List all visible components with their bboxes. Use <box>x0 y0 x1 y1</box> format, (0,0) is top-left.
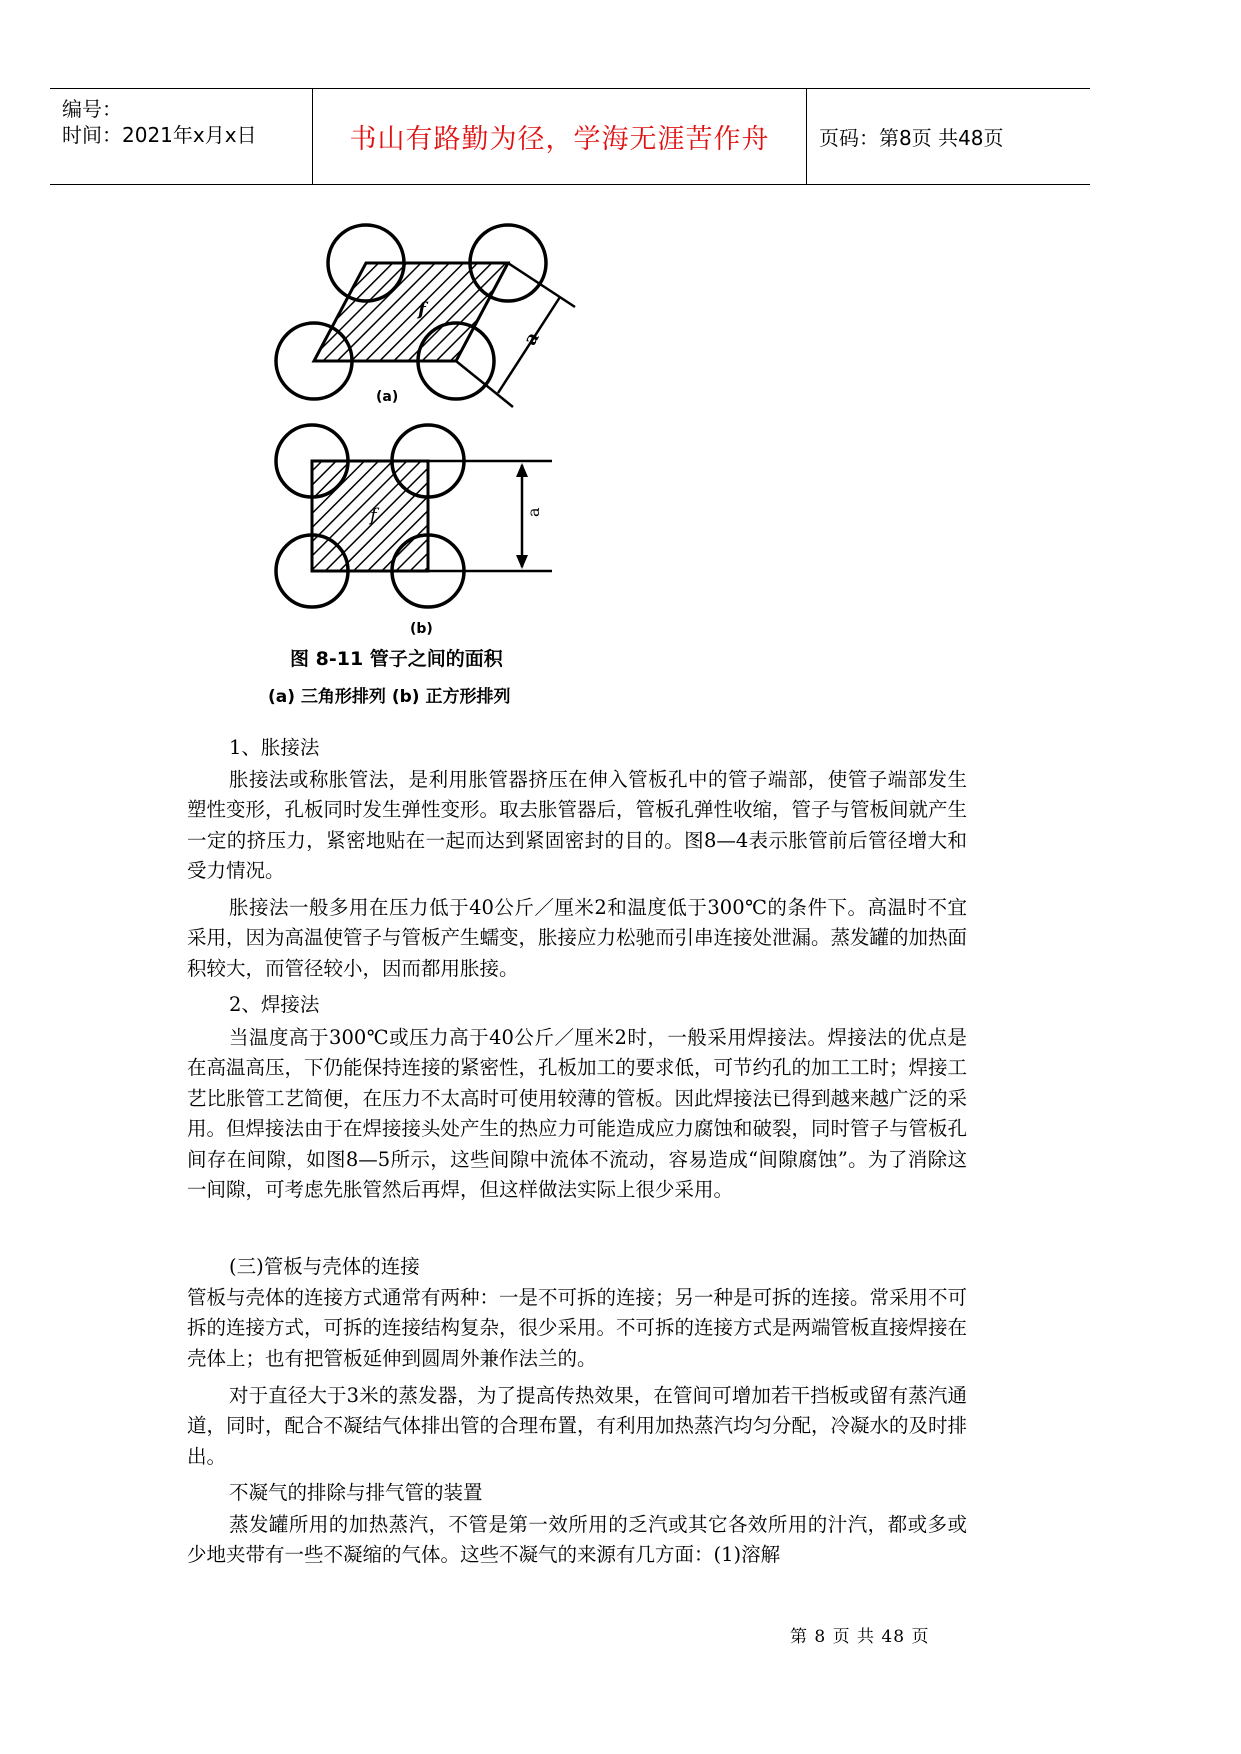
paragraph: 胀接法或称胀管法，是利用胀管器挤压在伸入管板孔中的管子端部，使管子端部发生塑性变形，孔板同时发生弹性变形。取去胀管器后，管板孔弹性收缩，管子与管板间就产生一定的挤压力，紧密地贴在一起而达到紧固密封的目的。图8—4表示胀管前后管径增大和受力情况。 <box>187 768 968 883</box>
figure-caption: 图 8-11 管子之间的面积 <box>290 648 503 670</box>
triangular-arrangement-diagram <box>276 225 575 407</box>
paragraph: 管板与壳体的连接方式通常有两种：一是不可拆的连接；另一种是可拆的连接。常采用不可拆的连接方式，可拆的连接结构复杂，很少采用。不可拆的连接方式是两端管板直接焊接在壳体上；也有把管板延伸到圆周外兼作法兰的。 <box>187 1286 968 1370</box>
section-heading-expansion: 1、胀接法 <box>229 736 320 759</box>
triangular-hatched-area <box>314 263 508 361</box>
tube-arrangement-figure <box>270 215 600 635</box>
paragraph: 蒸发罐所用的加热蒸汽，不管是第一效所用的乏汽或其它各效所用的汁汽，都或多或少地夹带有一些不凝缩的气体。这些不凝气的来源有几方面：(1)溶解 <box>187 1513 967 1567</box>
section-heading-shell-connection: (三)管板与壳体的连接 <box>229 1255 420 1278</box>
paragraph: 胀接法一般多用在压力低于40公斤／厘米2和温度低于300℃的条件下。高温时不宜采用，因为高温使管子与管板产生蠕变，胀接应力松驰而引串连接处泄漏。蒸发罐的加热面积较大，而管径较小，因而都用胀接。 <box>187 896 968 980</box>
document-number-label: 编号： <box>62 97 122 121</box>
section-heading-noncondensable-gas: 不凝气的排除与排气管的装置 <box>229 1481 483 1504</box>
header-motto: 书山有路勤为径，学海无涯苦作舟 <box>349 124 770 155</box>
header-page-cell <box>807 89 1090 184</box>
paragraph: 当温度高于300℃或压力高于40公斤／厘米2时，一般采用焊接法。焊接法的优点是在高温高压，下仍能保持连接的紧密性，孔板加工的要求低，可节约孔的加工工时；焊接工艺比胀管工艺简便，在压力不太高时可使用较薄的管板。因此焊接法已得到越来越广泛的采用。但焊接法由于在焊接接头处产生的热应力可能造成应力腐蚀和破裂，同时管子与管板孔间存在间隙，如图8—5所示，这些间隙中流体不流动，容易造成“间隙腐蚀”。为了消除这一间隙，可考虑先胀管然后再焊，但这样做法实际上很少采用。 <box>187 1026 968 1202</box>
subfigure-label-a: (a) <box>376 389 399 405</box>
paragraph: 对于直径大于3米的蒸发器，为了提高传热效果，在管间可增加若干挡板或留有蒸汽通道，同时，配合不凝结气体排出管的合理布置，有利用加热蒸汽均匀分配，冷凝水的及时排出。 <box>187 1384 968 1468</box>
area-label-a: f <box>418 299 426 320</box>
header-meta-cell <box>50 89 313 184</box>
dimension-label-b: a <box>524 507 543 517</box>
square-arrangement-diagram <box>276 425 552 635</box>
dimension-arrow <box>516 463 528 477</box>
document-time-label: 时间：2021年x月x日 <box>62 123 257 147</box>
page-header <box>50 88 1090 185</box>
header-page-info: 页码：第8页 共48页 <box>819 126 1004 150</box>
figure-subcaption: (a) 三角形排列 (b) 正方形排列 <box>268 687 511 707</box>
area-label-b: f <box>370 505 377 526</box>
dimension-label-a: a <box>519 328 544 349</box>
section-heading-welding: 2、焊接法 <box>229 993 320 1016</box>
subfigure-label-b: (b) <box>410 621 433 635</box>
page-footer: 第 8 页 共 48 页 <box>790 1627 930 1647</box>
dimension-arrow <box>516 555 528 569</box>
header-motto-cell <box>313 89 807 184</box>
